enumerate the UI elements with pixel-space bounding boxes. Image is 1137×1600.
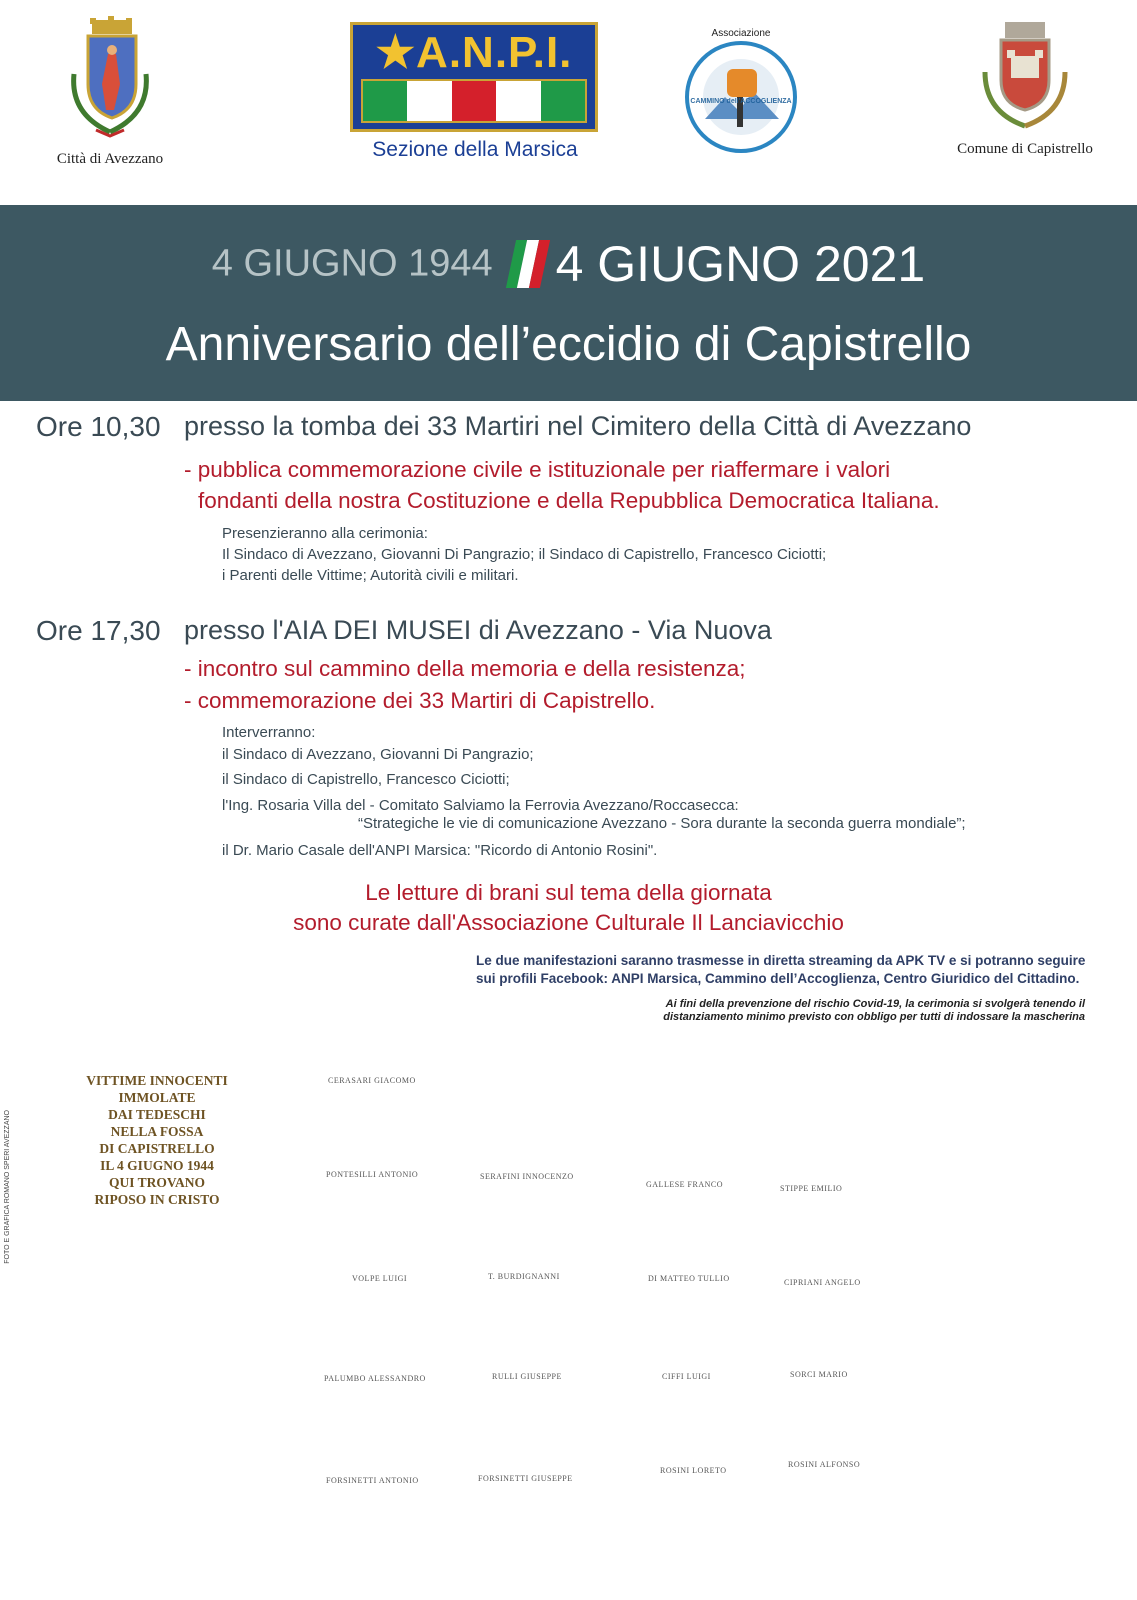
anpi-letters: A.N.P.I. (416, 28, 573, 77)
page-title: Anniversario dell’eccidio di Capistrello (165, 318, 972, 371)
italian-flag-icon (506, 240, 550, 288)
date-2021: 4 GIUGNO 2021 (555, 236, 926, 292)
event2-speaker-2: il Sindaco di Capistrello, Francesco Ciciotti; (222, 771, 510, 788)
martyr-name: DI MATTEO TULLIO (648, 1274, 730, 1283)
event1-time: Ore 10,30 (36, 411, 161, 442)
cammino-top-text: Associazione (711, 28, 771, 39)
date-1944: 4 GIUGNO 1944 (211, 242, 493, 285)
streaming-note (476, 952, 1085, 988)
martyr-name: SERAFINI INNOCENZO (480, 1172, 574, 1181)
martyr-name: T. BURDIGNANNI (488, 1272, 560, 1281)
martyr-name: PONTESILLI ANTONIO (326, 1170, 419, 1179)
readings-note (0, 878, 1137, 938)
cammino-logo (676, 28, 806, 160)
event2-time: Ore 17,30 (36, 615, 161, 646)
capistrello-coat-of-arms-icon (977, 20, 1073, 132)
anpi-logo-text (353, 27, 595, 78)
avezzano-coat-of-arms-icon (60, 14, 160, 142)
event1-attendees-label: Presenzieranno alla cerimonia: (222, 525, 428, 542)
stone-line: DI CAPISTRELLO (99, 1141, 215, 1156)
martyr-name: STIPPE EMILIO (780, 1184, 843, 1193)
covid-note (663, 998, 1085, 1024)
event1-description-1: - pubblica commemorazione civile e istituzionale per riaffermare i valori (184, 457, 891, 482)
logo-row (0, 0, 1137, 205)
photo-credit: FOTO E GRAFICA ROMANO SPERI AVEZZANO (4, 1110, 11, 1264)
event1-description-2: fondanti della nostra Costituzione e della Repubblica Democratica Italiana. (198, 488, 940, 513)
stone-line: RIPOSO IN CRISTO (94, 1192, 220, 1207)
date-row (0, 235, 1137, 293)
martyr-name: SORCI MARIO (790, 1370, 848, 1379)
martyr-name: PALUMBO ALESSANDRO (324, 1374, 426, 1383)
anpi-emblem (350, 22, 598, 132)
stone-line: VITTIME INNOCENTI (86, 1073, 228, 1088)
star-icon: ★ (375, 28, 417, 77)
martyr-name: RULLI GIUSEPPE (492, 1372, 562, 1381)
martyr-name: ROSINI LORETO (660, 1466, 727, 1475)
capistrello-caption: Comune di Capistrello (957, 141, 1093, 157)
event2-place: presso l'AIA DEI MUSEI di Avezzano - Via Nuova (184, 615, 772, 645)
event2-description-1: - incontro sul cammino della memoria e della resistenza; (184, 656, 746, 681)
martyr-name: GALLESE FRANCO (646, 1180, 724, 1189)
covid-line-1: Ai fini della prevenzione del rischio Covid-19, la cerimonia si svolgerà tenendo il (665, 998, 1085, 1010)
streaming-line-1: Le due manifestazioni saranno trasmesse in diretta streaming da APK TV e si potranno seguire (476, 953, 1086, 968)
event1-attendees-1: Il Sindaco di Avezzano, Giovanni Di Pangrazio; il Sindaco di Capistrello, Francesco Ciciotti; (222, 546, 827, 563)
event2-speaker-1: il Sindaco di Avezzano, Giovanni Di Pangrazio; (222, 746, 534, 763)
martyr-name: CIPRIANI ANGELO (784, 1278, 861, 1287)
event2-speaker-3: l'Ing. Rosaria Villa del - Comitato Salviamo la Ferrovia Avezzano/Roccasecca: (222, 797, 739, 814)
italian-flag-icon (361, 79, 587, 123)
title-band (0, 205, 1137, 401)
stone-line: DAI TEDESCHI (108, 1107, 206, 1122)
readings-line-2: sono curate dall'Associazione Culturale Il Lanciavicchio (293, 910, 844, 935)
event2-speaker-4: il Dr. Mario Casale dell'ANPI Marsica: "Ricordo di Antonio Rosini". (222, 842, 658, 859)
anpi-logo (350, 22, 600, 162)
avezzano-logo (40, 14, 180, 168)
event2-speaker-3-talk: “Strategiche le vie di comunicazione Avezzano - Sora durante la seconda guerra mondiale”; (358, 815, 966, 832)
event2-speakers-label: Interverranno: (222, 724, 316, 741)
event1-place: presso la tomba dei 33 Martiri nel Cimitero della Città di Avezzano (184, 411, 972, 441)
avezzano-caption: Città di Avezzano (56, 151, 164, 167)
martyr-name: CIFFI LUIGI (662, 1372, 711, 1381)
stone-line: IMMOLATE (118, 1090, 196, 1105)
cammino-ring-text: CAMMINO dell'ACCOGLIENZA (690, 98, 792, 105)
martyr-name: ROSINI ALFONSO (788, 1460, 861, 1469)
martyr-name: FORSINETTI ANTONIO (326, 1476, 419, 1485)
anpi-caption: Sezione della Marsica (372, 138, 578, 161)
martyr-name: CERASARI GIACOMO (328, 1076, 416, 1085)
memorial-stone-inscription (72, 1072, 242, 1208)
stone-line: IL 4 GIUGNO 1944 (100, 1158, 214, 1173)
martyr-name: FORSINETTI GIUSEPPE (478, 1474, 573, 1483)
cammino-emblem-icon (683, 39, 799, 155)
readings-line-1: Le letture di brani sul tema della giornata (365, 880, 772, 905)
stone-line: QUI TROVANO (109, 1175, 205, 1190)
event1-attendees-2: i Parenti delle Vittime; Autorità civili e militari. (222, 567, 519, 584)
streaming-line-2: sui profili Facebook: ANPI Marsica, Cammino dell’Accoglienza, Centro Giuridico del Cittadino. (476, 971, 1080, 986)
capistrello-logo (950, 20, 1100, 158)
stone-line: NELLA FOSSA (110, 1124, 204, 1139)
covid-line-2: distanziamento minimo previsto con obbligo per tutti di indossare la mascherina (663, 1011, 1085, 1023)
martyr-name: VOLPE LUIGI (352, 1274, 408, 1283)
event2-description-2: - commemorazione dei 33 Martiri di Capistrello. (184, 688, 656, 713)
